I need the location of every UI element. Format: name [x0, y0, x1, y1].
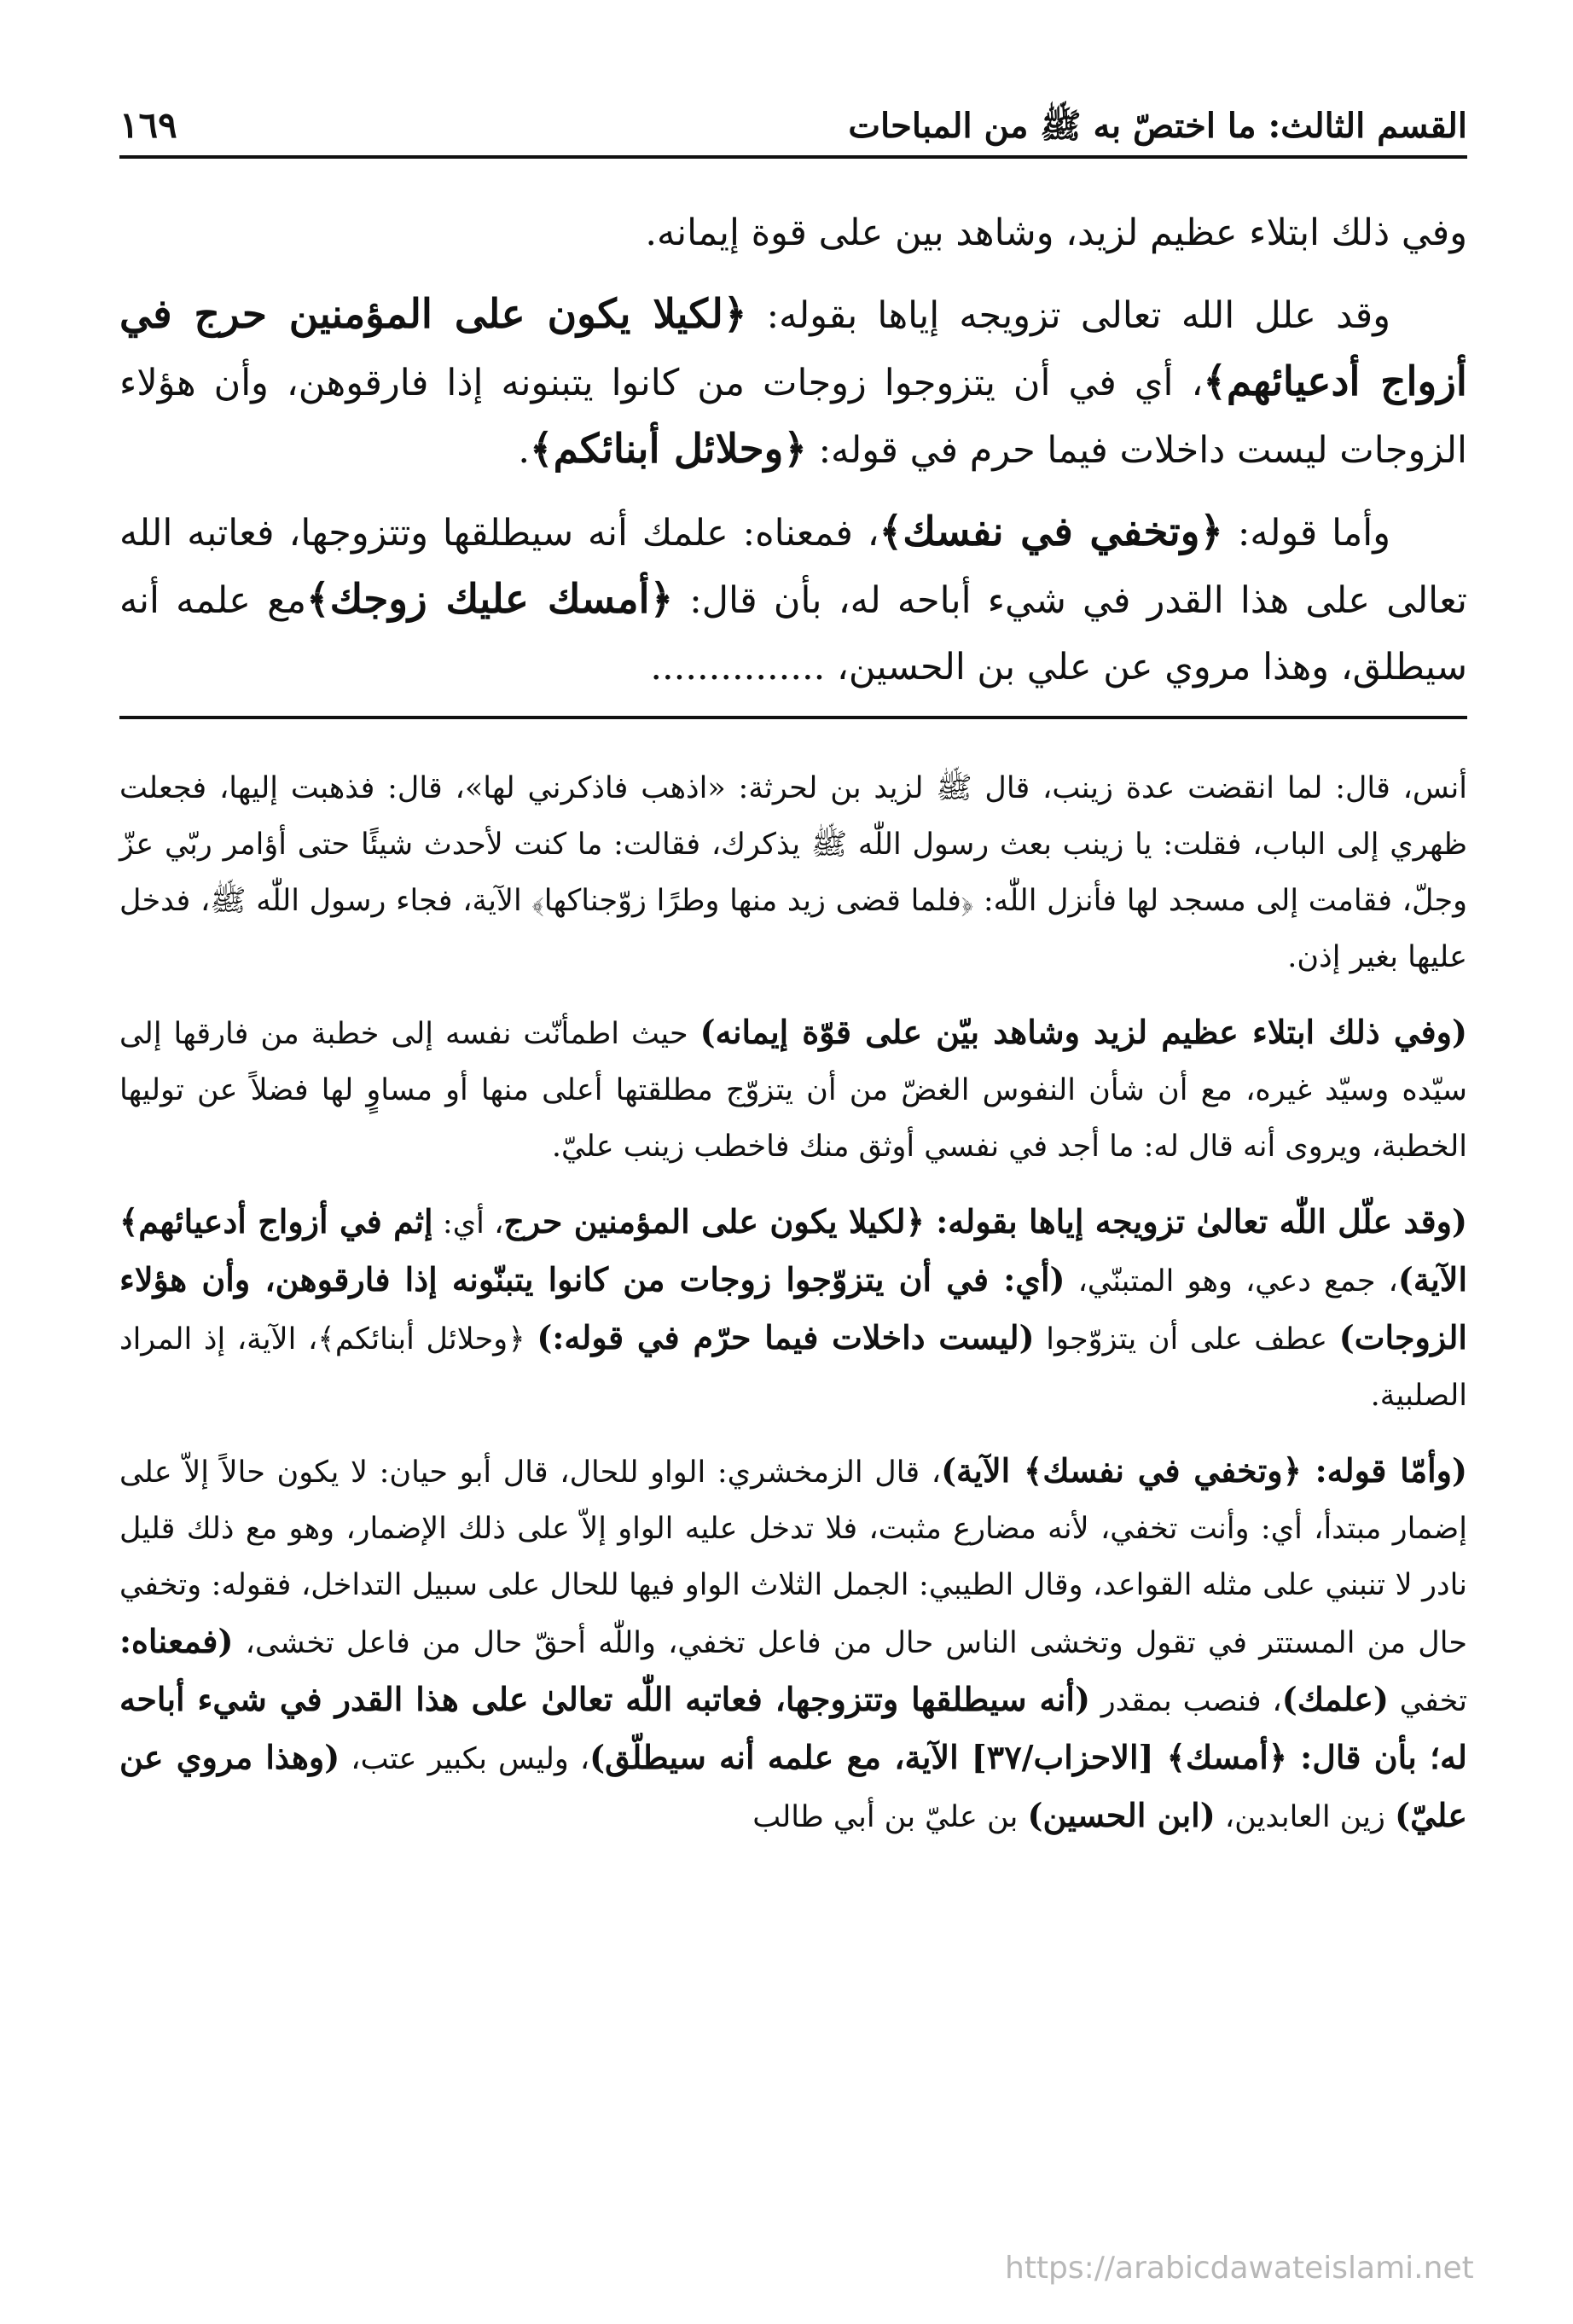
commentary-text-run: حيث اطمأنّت نفسه إلى خطبة من فارقها إلى سيّده وسيّد غيره، مع أن شأن النفوس الغضّ من أن يتزوّج مطلقتها أعلى منها أو مساوٍ لها فضلاً عن توليها الخطبة، ويروى أنه قال له: ما أجد في نفسي أوثق منك فاخطب زينب عليّ.: [119, 1017, 1467, 1164]
quran-quote: ﴿وحلائل أبنائكم﴾: [530, 426, 807, 473]
running-title: القسم الثالث: ما اختصّ به ﷺ من المباحات: [848, 106, 1467, 146]
commentary-lemma: (وفي ذلك ابتلاء عظيم لزيد وشاهد بيّن على قوّة إيمانه): [699, 1013, 1467, 1051]
quran-quote: ﴿وتخفي في نفسك﴾: [879, 508, 1223, 555]
text-commentary-divider: [119, 716, 1467, 719]
main-text-run: وقد علل الله تعالى تزويجه إياها بقوله:: [746, 294, 1390, 337]
commentary-text-run: بن عليّ بن أبي طالب: [752, 1800, 1028, 1834]
commentary-text-run: تخفي: [1388, 1684, 1467, 1718]
commentary-text-run: عطف على أن يتزوّجوا: [1034, 1322, 1339, 1357]
commentary-lemma: (ابن الحسين): [1027, 1796, 1216, 1834]
page-number: ١٦٩: [119, 103, 177, 146]
commentary-lemma: (وقد علّل اللّٰه تعالىٰ تزويجه إياها بقوله: ﴿لكيلا يكون على المؤمنين حرج: [503, 1202, 1467, 1240]
commentary-text-run: ﴿وحلائل أبنائكم﴾، الآية، إذ المراد الصلبية.: [119, 1322, 1467, 1413]
main-text: [119, 200, 1467, 700]
page-header: [119, 77, 1467, 159]
commentary-lemma: إثم في أزواج أدعيائهم﴾ الآية): [119, 1202, 1468, 1299]
main-paragraph-1: وفي ذلك ابتلاء عظيم لزيد، وشاهد بين على قوة إيمانه.: [645, 212, 1467, 254]
commentary-text-run: ، فنصب بمقدر: [1089, 1684, 1282, 1718]
main-text-run: وأما قوله:: [1222, 512, 1390, 555]
commentary-paragraph-4: [119, 1443, 1467, 1845]
quran-quote: ﴿أمسك عليك زوجك﴾: [306, 576, 674, 623]
commentary-lemma: (فمعناه:: [119, 1622, 234, 1660]
commentary-lemma: (ليست داخلات فيما حرّم في قوله:): [537, 1318, 1035, 1357]
commentary-lemma: (أنه سيطلقها وتتزوجها، فعاتبه اللّٰه تعالىٰ على هذا القدر في شيء أباحه له؛ بأن قال: ﴿أمسك﴾ [الاحزاب/٣٧] الآية، مع علمه أنه سيطلّق): [119, 1680, 1467, 1776]
main-text-run: ، أي في أن يتزوجوا زوجات من كانوا يتبنونه إذا فارقوهن، وأن هؤلاء الزوجات ليست داخلات فيما حرم في قوله:: [119, 362, 1467, 472]
commentary-lemma: (وهذا مروي عن عليّ): [119, 1738, 1467, 1834]
commentary-text-run: زين العابدين،: [1215, 1800, 1396, 1834]
commentary-text-run: ، وليس بكبير عتب،: [340, 1742, 590, 1776]
main-paragraph-2: [119, 282, 1467, 484]
book-page: [119, 77, 1467, 1864]
commentary-section: [119, 760, 1467, 1845]
commentary-text-run: ، أي:: [432, 1206, 504, 1240]
continuation-dots: ...............: [650, 646, 826, 688]
main-paragraph-3: [119, 499, 1467, 700]
commentary-text-run: ، قال الزمخشري: الواو للحال، قال أبو حيان: لا يكون حالاً إلاّ على إضمار مبتدأ، أي: وأنت تخفي، لأنه مضارع مثبت، فلا تدخل عليه الواو إلاّ على ذلك الإضمار، وهو مع ذلك قليل نادر لا تنبني على مثله القواعد، وقال الطيبي: الجمل الثلاث الواو فيها للحال على سبيل التداخل، فقوله: وتخفي حال من المستتر في تقول وتخشى الناس حال من فاعل تخفي، واللّٰه أحقّ حال من فاعل تخشى،: [119, 1455, 1468, 1660]
commentary-text-run: ، جمع دعي، وهو المتبنّي،: [1065, 1264, 1398, 1299]
commentary-paragraph-1: أنس، قال: لما انقضت عدة زينب، قال ﷺ لزيد بن لحرثة: «اذهب فاذكرني لها»، قال: فذهبت إليها، فجعلت ظهري إلى الباب، فقلت: يا زينب بعث رسول اللّٰه ﷺ يذكرك، فقالت: ما كنت لأحدث شيئًا حتى أؤامر ربّي عزّ وجلّ، فقامت إلى مسجد لها فأنزل اللّٰه: ﴿فلما قضى زيد منها وطرًا زوّجناكها﴾ الآية، فجاء رسول اللّٰه ﷺ، فدخل عليها بغير إذن.: [119, 771, 1467, 974]
main-text-run: ، فمعناه: علمك أنه سيطلقها وتتزوجها، فعاتبه الله تعالى على هذا القدر في شيء أباحه له، بأن قال:: [119, 512, 1467, 622]
main-text-run: .: [518, 429, 531, 472]
commentary-lemma: (أي: في أن يتزوّجوا زوجات من كانوا يتبنّونه إذا فارقوهن، وأن هؤلاء الزوجات): [119, 1260, 1467, 1357]
quran-quote: ﴿لكيلا يكون على المؤمنين حرج في أزواج أدعيائهم﴾: [119, 291, 1467, 405]
commentary-lemma: (وأمّا قوله: ﴿وتخفي في نفسك﴾ الآية): [941, 1451, 1467, 1490]
commentary-paragraph-2: [119, 1004, 1467, 1175]
commentary-paragraph-3: [119, 1194, 1467, 1424]
commentary-lemma: (علمك): [1281, 1680, 1389, 1718]
watermark-url: https://arabicdawateislami.net: [1005, 2251, 1474, 2286]
main-text-run: مع علمه أنه سيطلق، وهذا مروي عن علي بن الحسين،: [119, 579, 1467, 688]
